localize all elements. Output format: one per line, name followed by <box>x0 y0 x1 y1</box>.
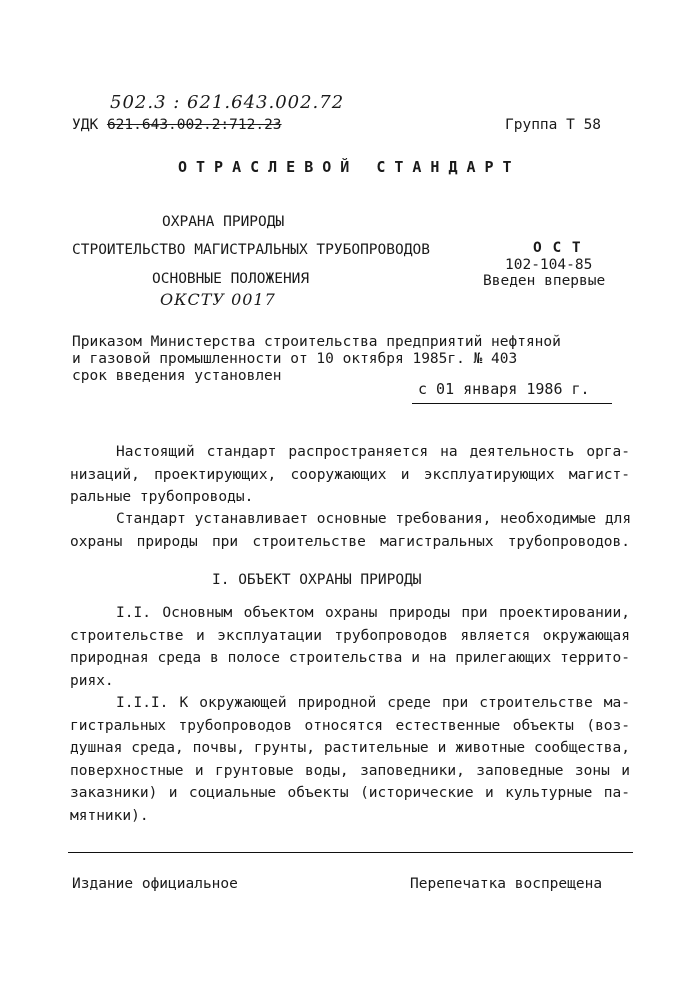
text-line: низаций, проектирующих, сооружающих и эксплуатирующих магист- <box>70 466 630 483</box>
text-line: мятники). <box>70 807 149 824</box>
ost-number: 102-104-85 <box>505 257 593 273</box>
text-line: поверхностные и грунтовые воды, заповедники, заповедные зоны и <box>70 762 630 779</box>
intro-paragraph-1 <box>70 441 630 509</box>
text-line: Настоящий стандарт распространяется на деятельность орга- <box>116 444 630 460</box>
ost-label: О С Т <box>533 240 582 256</box>
clause-1-1-1 <box>70 692 630 827</box>
block-title-line3: ОСНОВНЫЕ ПОЛОЖЕНИЯ <box>152 271 310 287</box>
group-label: Группа Т 58 <box>505 117 602 133</box>
effective-date: с 01 января 1986 г. <box>418 380 590 398</box>
text-line: I.I. Основным объектом охраны природы при проектировании, <box>116 605 630 621</box>
text-line: заказники) и социальные объекты (исторические и культурные па- <box>70 785 630 801</box>
handwritten-code: ОКСТУ 0017 <box>160 290 276 309</box>
text-line: душная среда, почвы, грунты, растительные и животные сообщества, <box>70 740 630 756</box>
text-line: риях. <box>70 672 114 689</box>
udk-line <box>72 117 282 133</box>
udk-struck-code: 621.643.002.2:712.23 <box>106 117 282 133</box>
text-line: ральные трубопроводы. <box>70 489 254 505</box>
footer-divider <box>68 852 633 853</box>
footer-right: Перепечатка воспрещена <box>410 876 603 892</box>
text-line: Стандарт устанавливает основные требования, необходимые для <box>116 511 632 527</box>
order-line1: Приказом Министерства строительства предприятий нефтяной <box>72 334 561 350</box>
footer-left: Издание официальное <box>72 876 238 892</box>
udk-handwritten: 502.3 : 621.643.002.72 <box>110 92 345 113</box>
text-line: гистральных трубопроводов относятся естественные объекты (воз- <box>70 717 630 734</box>
order-line2: и газовой промышленности от 10 октября 1985г. № 403 <box>72 351 518 367</box>
document-title: ОТРАСЛЕВОЙ СТАНДАРТ <box>178 158 521 176</box>
intro-paragraph-2 <box>70 508 630 553</box>
text-line: охраны природы при строительстве магистральных трубопроводов. <box>70 533 630 550</box>
clause-1-1 <box>70 602 630 692</box>
status-label: Введен впервые <box>483 273 606 289</box>
date-underline <box>412 403 612 404</box>
text-line: строительстве и эксплуатации трубопроводов является окружающая <box>70 627 630 644</box>
text-line: природная среда в полосе строительства и на прилегающих террито- <box>70 650 630 666</box>
udk-label: УДК <box>72 117 99 133</box>
text-line: I.I.I. К окружающей природной среде при строительстве ма- <box>116 695 630 711</box>
block-title-line2: СТРОИТЕЛЬСТВО МАГИСТРАЛЬНЫХ ТРУБОПРОВОДОВ <box>72 242 430 258</box>
order-line3: срок введения установлен <box>72 368 282 384</box>
section-heading: I. ОБЪЕКТ ОХРАНЫ ПРИРОДЫ <box>212 572 422 588</box>
block-title-line1: ОХРАНА ПРИРОДЫ <box>162 214 285 230</box>
